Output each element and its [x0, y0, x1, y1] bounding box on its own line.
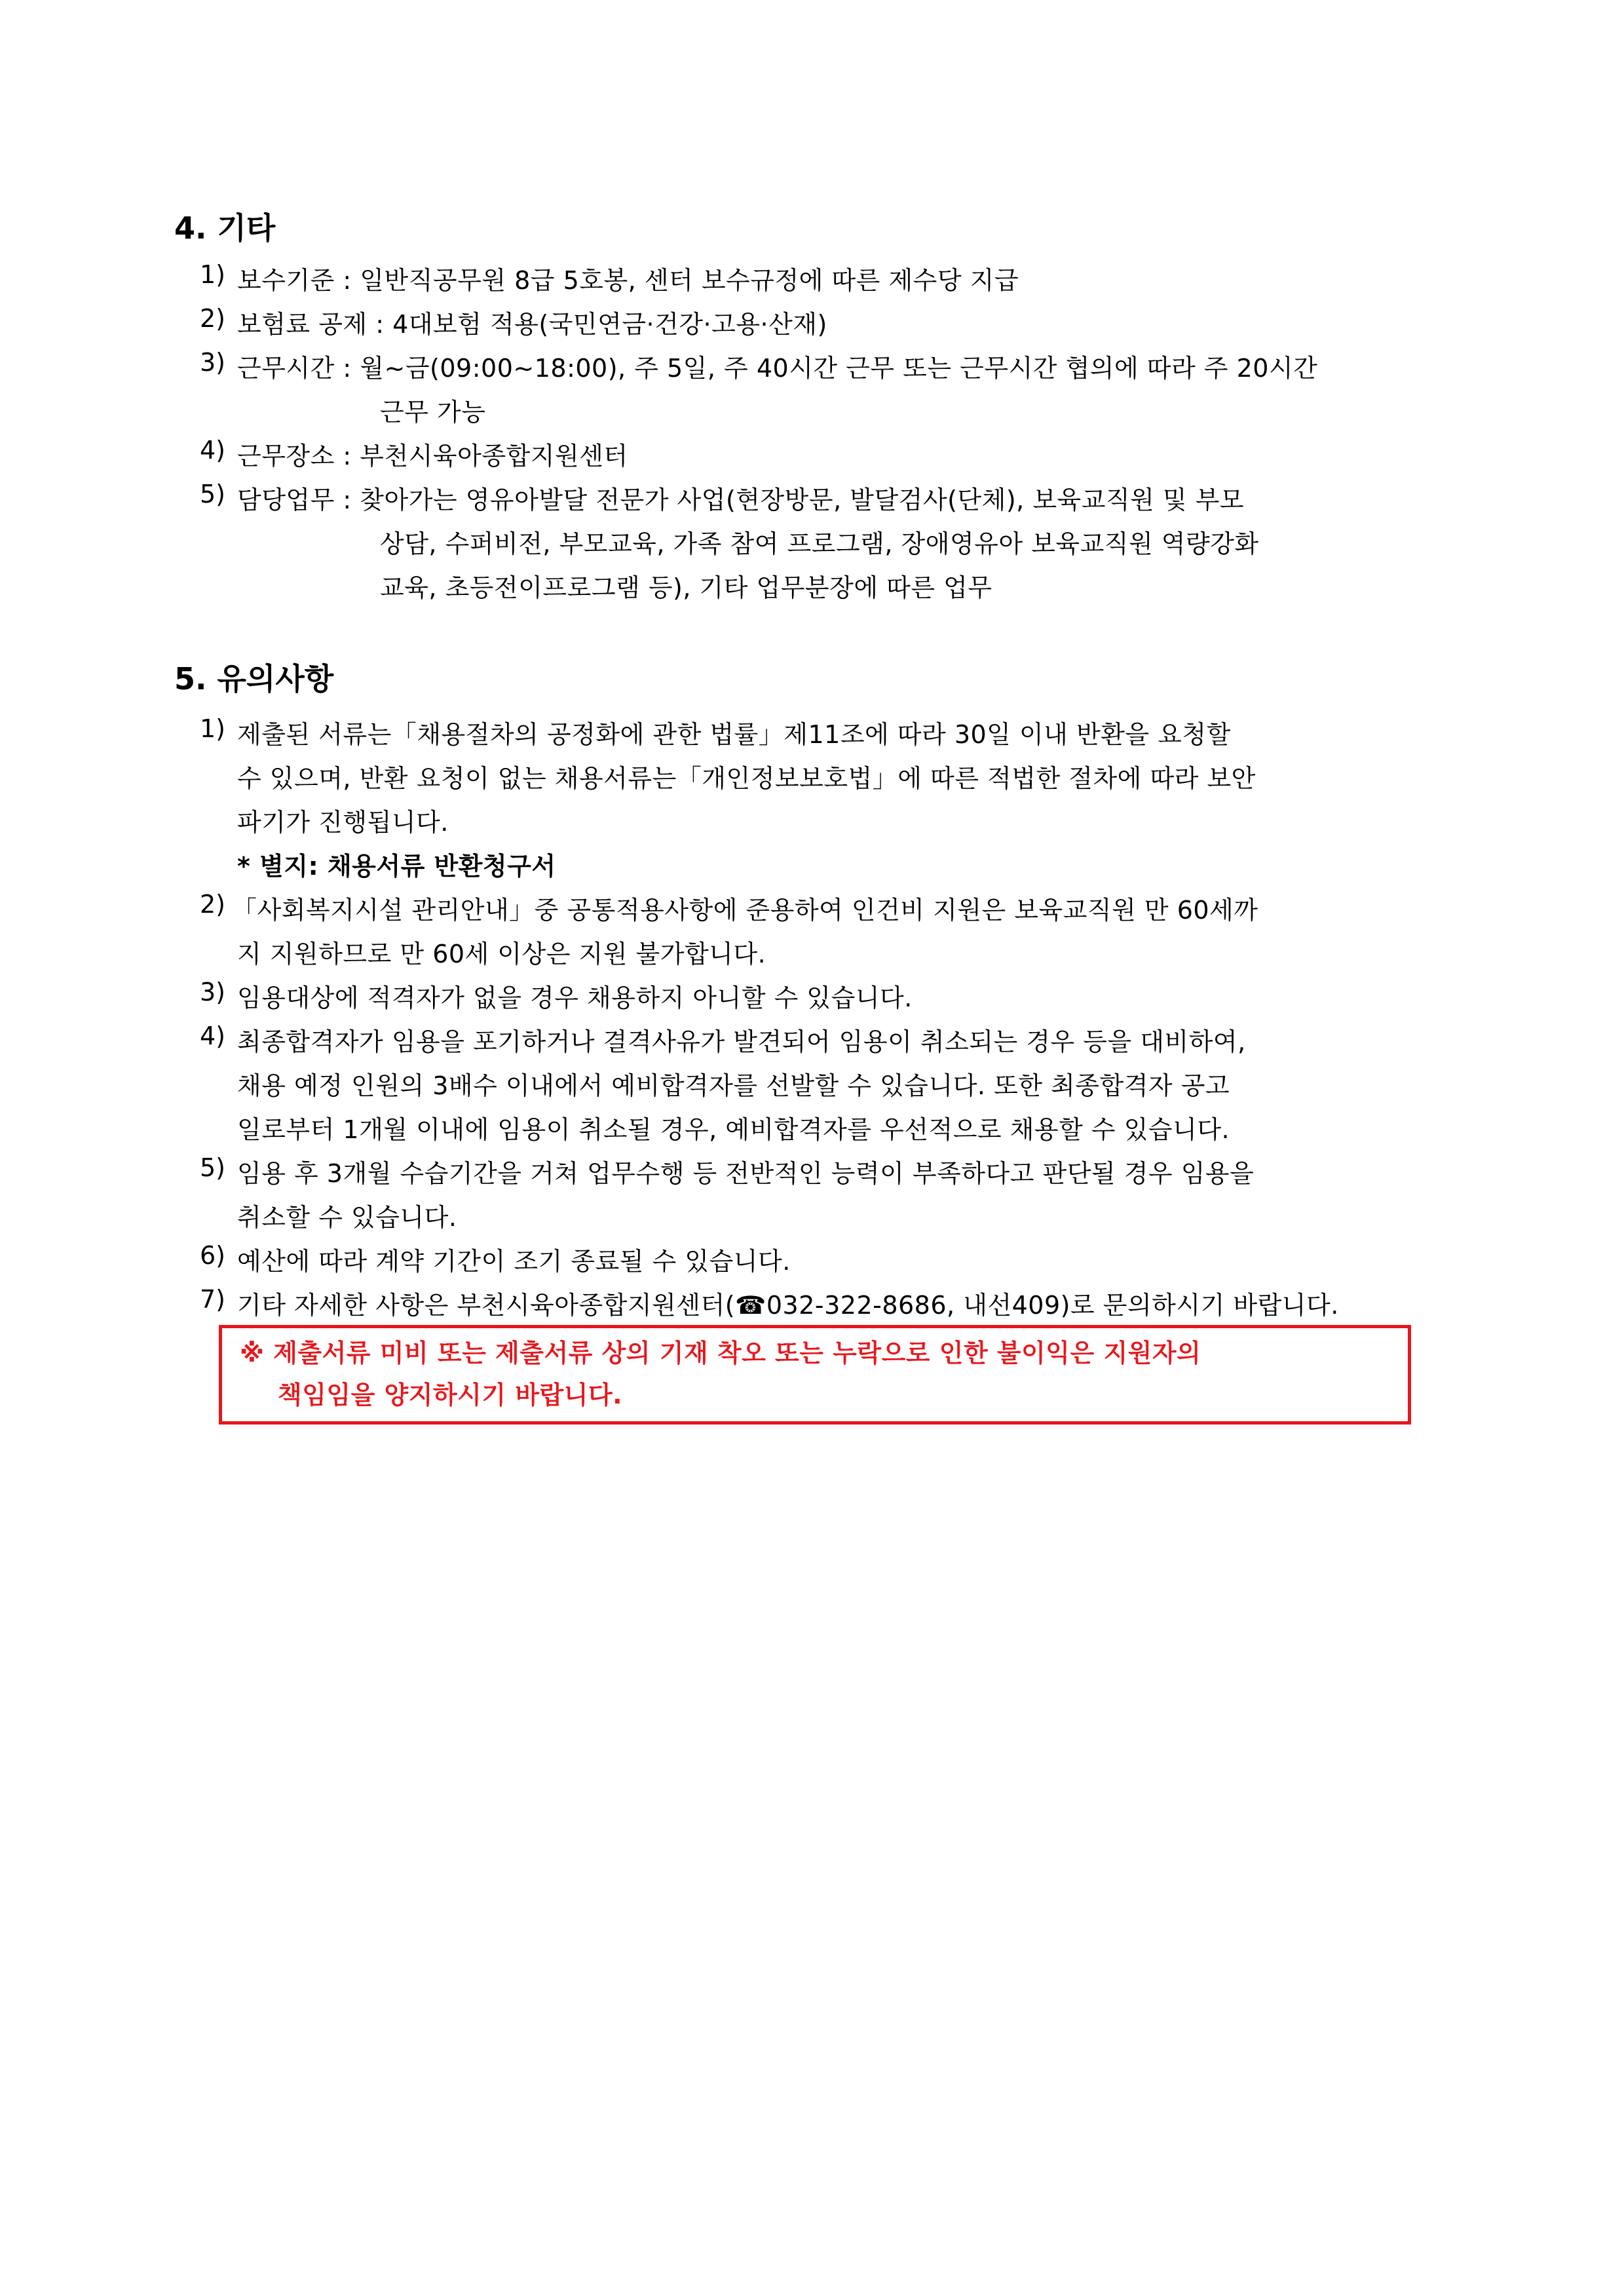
- item-number: 5): [200, 480, 226, 508]
- item-number: 4): [200, 1022, 226, 1050]
- item-text: 임용 후 3개월 수습기간을 거쳐 업무수행 등 전반적인 능력이 부족하다고 판단될 경우 임용을: [237, 1159, 1255, 1188]
- item-text-continued: 파기가 진행됩니다.: [237, 808, 449, 837]
- item-text: 보수기준 : 일반직공무원 8급 5호봉, 센터 보수규정에 따른 제수당 지급: [237, 266, 1019, 295]
- item-text: 담당업무 : 찾아가는 영유아발달 전문가 사업(현장방문, 발달검사(단체), 보육교직원 및 부모: [237, 486, 1245, 514]
- notice-text: ※ 제출서류 미비 또는 제출서류 상의 기재 착오 또는 누락으로 인한 불이익은 지원자의: [240, 1339, 1201, 1368]
- section-5-title: 5. 유의사항: [174, 661, 334, 697]
- item-number: 1): [200, 260, 226, 289]
- item-text: 보험료 공제 : 4대보험 적용(국민연금·건강·고용·산재): [237, 310, 827, 339]
- item-number: 4): [200, 436, 226, 465]
- item-number: 3): [200, 978, 226, 1006]
- item-text-continued: 상담, 수퍼비전, 부모교육, 가족 참여 프로그램, 장애영유아 보육교직원 역량강화: [380, 529, 1259, 558]
- item-text: 임용대상에 적격자가 없을 경우 채용하지 아니할 수 있습니다.: [237, 984, 913, 1012]
- item-text-continued: 채용 예정 인원의 3배수 이내에서 예비합격자를 선발할 수 있습니다. 또한 최종합격자 공고: [237, 1071, 1230, 1100]
- item-number: 2): [200, 890, 226, 919]
- item-text-continued: 지 지원하므로 만 60세 이상은 지원 불가합니다.: [237, 940, 766, 968]
- item-number: 5): [200, 1153, 226, 1182]
- item-number: 3): [200, 348, 226, 377]
- section-4-title: 4. 기타: [174, 210, 276, 246]
- item-number: 6): [200, 1241, 226, 1270]
- item-number: 7): [200, 1285, 226, 1314]
- item-text: 예산에 따라 계약 기간이 조기 종료될 수 있습니다.: [237, 1247, 791, 1276]
- item-text-continued: 일로부터 1개월 이내에 임용이 취소될 경우, 예비합격자를 우선적으로 채용할 수 있습니다.: [237, 1115, 1230, 1144]
- item-text-continued: 취소할 수 있습니다.: [237, 1203, 457, 1232]
- item-number: 1): [200, 714, 226, 743]
- notice-text-continued: 책임임을 양지하시기 바랍니다.: [278, 1381, 623, 1409]
- item-text: 제출된 서류는「채용절차의 공정화에 관한 법률」제11조에 따라 30일 이내 반환을 요청할: [237, 720, 1231, 749]
- item-text-continued: 수 있으며, 반환 요청이 없는 채용서류는「개인정보보호법」에 따른 적법한 절차에 따라 보안: [237, 764, 1256, 793]
- item-number: 2): [200, 304, 226, 333]
- item-text: 「사회복지시설 관리안내」중 공통적용사항에 준용하여 인건비 지원은 보육교직원 만 60세까: [232, 896, 1258, 925]
- item-text: 근무시간 : 월~금(09:00~18:00), 주 5일, 주 40시간 근무 또는 근무시간 협의에 따라 주 20시간: [237, 354, 1318, 383]
- item-text: 근무장소 : 부천시육아종합지원센터: [237, 442, 628, 470]
- item-text: 기타 자세한 사항은 부천시육아종합지원센터(☎032-322-8686, 내선409)로 문의하시기 바랍니다.: [237, 1291, 1339, 1320]
- item-text: 최종합격자가 임용을 포기하거나 결격사유가 발견되어 임용이 취소되는 경우 등을 대비하여,: [237, 1027, 1246, 1056]
- item-text-continued: 근무 가능: [380, 398, 486, 427]
- item-text-continued: 교육, 초등전이프로그램 등), 기타 업무분장에 따른 업무: [380, 573, 992, 602]
- attachment-note-text: * 별지: 채용서류 반환청구서: [237, 852, 556, 881]
